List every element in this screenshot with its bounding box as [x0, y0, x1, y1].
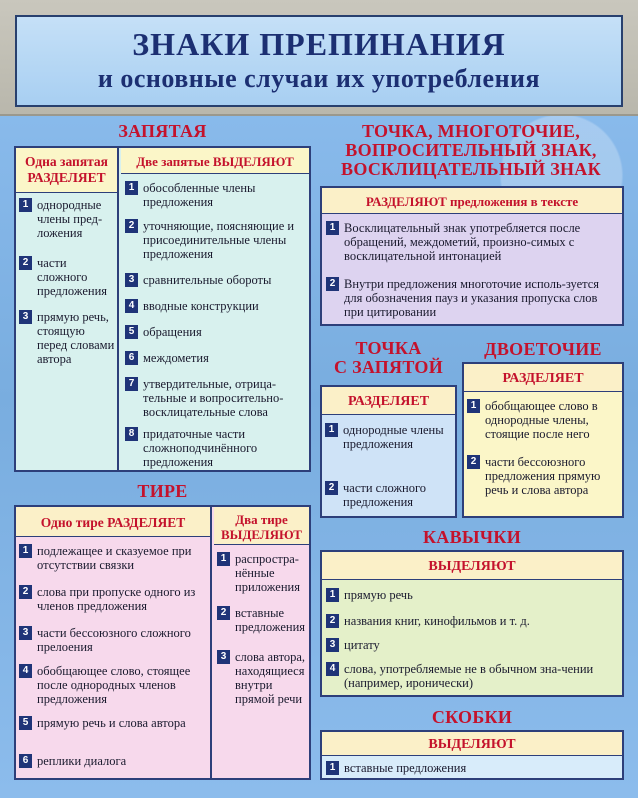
comma-panel	[14, 146, 311, 472]
number-badge: 3	[326, 638, 339, 652]
comma-section-title: ЗАПЯТАЯ	[118, 121, 207, 141]
list-item: 4 обобщающее слово, стоящее после однородных членов предложения	[19, 664, 207, 716]
two-comma-box	[121, 148, 309, 470]
number-badge: 4	[125, 299, 138, 313]
two-dash-head: Два тире ВЫДЕЛЯЮТ	[221, 512, 302, 542]
quotes-panel	[320, 550, 624, 697]
number-badge: 7	[125, 377, 138, 391]
list-item: 7 утвердительные, отрица-тельные и вопросительно-восклицательные слова	[125, 377, 307, 427]
list-item: 1 подлежащее и сказуемое при отсутствии связки	[19, 544, 207, 585]
number-badge: 2	[217, 606, 230, 620]
number-badge: 4	[326, 662, 339, 676]
one-dash-list	[19, 544, 207, 768]
colon-list	[467, 399, 619, 497]
list-item: 4 вводные конструкции	[125, 299, 307, 325]
list-item: 2 слова при пропуске одного из членов предложения	[19, 585, 207, 626]
one-comma-head-verb: РАЗДЕЛЯЕТ	[27, 170, 106, 185]
list-item: 5 обращения	[125, 325, 307, 351]
number-badge: 2	[326, 614, 339, 628]
number-badge: 1	[467, 399, 480, 413]
number-badge: 2	[325, 481, 338, 495]
two-dash-list	[217, 552, 307, 706]
number-badge: 1	[125, 181, 138, 195]
list-item: 6 реплики диалога	[19, 754, 207, 768]
number-badge: 1	[326, 588, 339, 602]
list-item: 6 междометия	[125, 351, 307, 377]
list-item: 1 обособленные члены предложения	[125, 181, 307, 219]
number-badge: 3	[217, 650, 230, 664]
list-item: 2 уточняющие, поясняющие и присоединительные члены предложения	[125, 219, 307, 273]
brackets-list	[326, 761, 618, 775]
semicolon-head: РАЗДЕЛЯЕТ	[347, 394, 430, 409]
number-badge: 2	[19, 256, 32, 270]
number-badge: 2	[19, 585, 32, 599]
period-head: РАЗДЕЛЯЮТ предложения в тексте	[365, 194, 579, 209]
number-badge: 1	[326, 761, 339, 775]
quotes-section-title: КАВЫЧКИ	[422, 527, 522, 547]
two-comma-list	[125, 181, 307, 469]
list-item: 1 вставные предложения	[326, 761, 618, 775]
two-dash-box	[214, 507, 309, 778]
list-item: 1 однородные члены пред-ложения	[19, 198, 115, 256]
number-badge: 1	[19, 198, 32, 212]
number-badge: 3	[19, 310, 32, 324]
list-item: 4 слова, употребляемые не в обычном зна-чении (например, иронически)	[326, 662, 618, 690]
number-badge: 1	[326, 221, 339, 235]
brackets-section-title: СКОБКИ	[431, 707, 513, 727]
list-item: 3 цитату	[326, 638, 618, 662]
quotes-head: ВЫДЕЛЯЮТ	[428, 559, 516, 574]
one-dash-box	[16, 507, 212, 778]
number-badge: 2	[125, 219, 138, 233]
list-item: 2 части сложного предложения	[19, 256, 115, 310]
list-item: 1 распростра-нённые приложения	[217, 552, 307, 606]
number-badge: 5	[125, 325, 138, 339]
dash-section-title: ТИРЕ	[137, 481, 188, 501]
list-item: 2 названия книг, кинофильмов и т. д.	[326, 614, 618, 638]
colon-panel	[462, 362, 624, 518]
list-item: 3 слова автора, находящиеся внутри прямой речи	[217, 650, 307, 706]
list-item: 1 прямую речь	[326, 588, 618, 614]
list-item: 1 однородные члены предложения	[325, 423, 453, 481]
list-item: 3 части бессоюзного сложного прелоения	[19, 626, 207, 664]
list-item: 2 Внутри предложения многоточие исполь-зуется для обозначения пауз и указания пропуска слов при цитировании	[326, 277, 618, 319]
one-comma-head: Одна запятая	[25, 154, 108, 169]
list-item: 3 прямую речь, стоящую перед словами автора	[19, 310, 115, 366]
number-badge: 2	[326, 277, 339, 291]
number-badge: 1	[217, 552, 230, 566]
number-badge: 3	[125, 273, 138, 287]
number-badge: 6	[19, 754, 32, 768]
semicolon-list	[325, 423, 453, 509]
quotes-list	[326, 588, 618, 690]
list-item: 8 придаточные части сложноподчинённого предложения	[125, 427, 307, 469]
list-item: 2 вставные предложения	[217, 606, 307, 650]
brackets-head: ВЫДЕЛЯЮТ	[428, 737, 516, 752]
one-dash-head: Одно тире РАЗДЕЛЯЕТ	[40, 515, 186, 530]
colon-head: РАЗДЕЛЯЕТ	[502, 371, 584, 386]
period-list	[326, 221, 618, 319]
period-panel	[320, 186, 624, 326]
list-item: 2 части бессоюзного предложения прямую речь и слова автора	[467, 455, 619, 497]
list-item: 1 Восклицательный знак употребляется после обращений, междометий, произно-симых с восклицательной интонацией	[326, 221, 618, 277]
one-comma-list	[19, 198, 115, 366]
list-item: 1 обобщающее слово в однородные члены, стоящие после него	[467, 399, 619, 455]
one-comma-box	[16, 148, 119, 470]
colon-section-title: ДВОЕТОЧИЕ	[484, 339, 602, 359]
list-item: 3 сравнительные обороты	[125, 273, 307, 299]
page-subtitle: и основные случаи их употребления	[97, 64, 541, 93]
period-section-title: ТОЧКА, МНОГОТОЧИЕ, ВОПРОСИТЕЛЬНЫЙ ЗНАК, ВОСКЛИЦАТЕЛЬНЫЙ ЗНАК	[341, 121, 601, 179]
number-badge: 2	[467, 455, 480, 469]
number-badge: 3	[19, 626, 32, 640]
list-item: 5 прямую речь и слова автора	[19, 716, 207, 754]
brackets-panel	[320, 730, 624, 780]
number-badge: 4	[19, 664, 32, 678]
number-badge: 8	[125, 427, 138, 441]
semicolon-section-title: ТОЧКА С ЗАПЯТОЙ	[333, 338, 444, 377]
number-badge: 1	[19, 544, 32, 558]
page-title: ЗНАКИ ПРЕПИНАНИЯ	[132, 26, 506, 62]
header	[0, 0, 638, 116]
list-item: 2 части сложного предложения	[325, 481, 453, 509]
two-comma-head: Две запятые ВЫДЕЛЯЮТ	[136, 154, 294, 169]
number-badge: 5	[19, 716, 32, 730]
semicolon-panel	[320, 385, 457, 518]
header-banner	[15, 15, 623, 107]
number-badge: 1	[325, 423, 338, 437]
number-badge: 6	[125, 351, 138, 365]
dash-panel	[14, 505, 311, 780]
